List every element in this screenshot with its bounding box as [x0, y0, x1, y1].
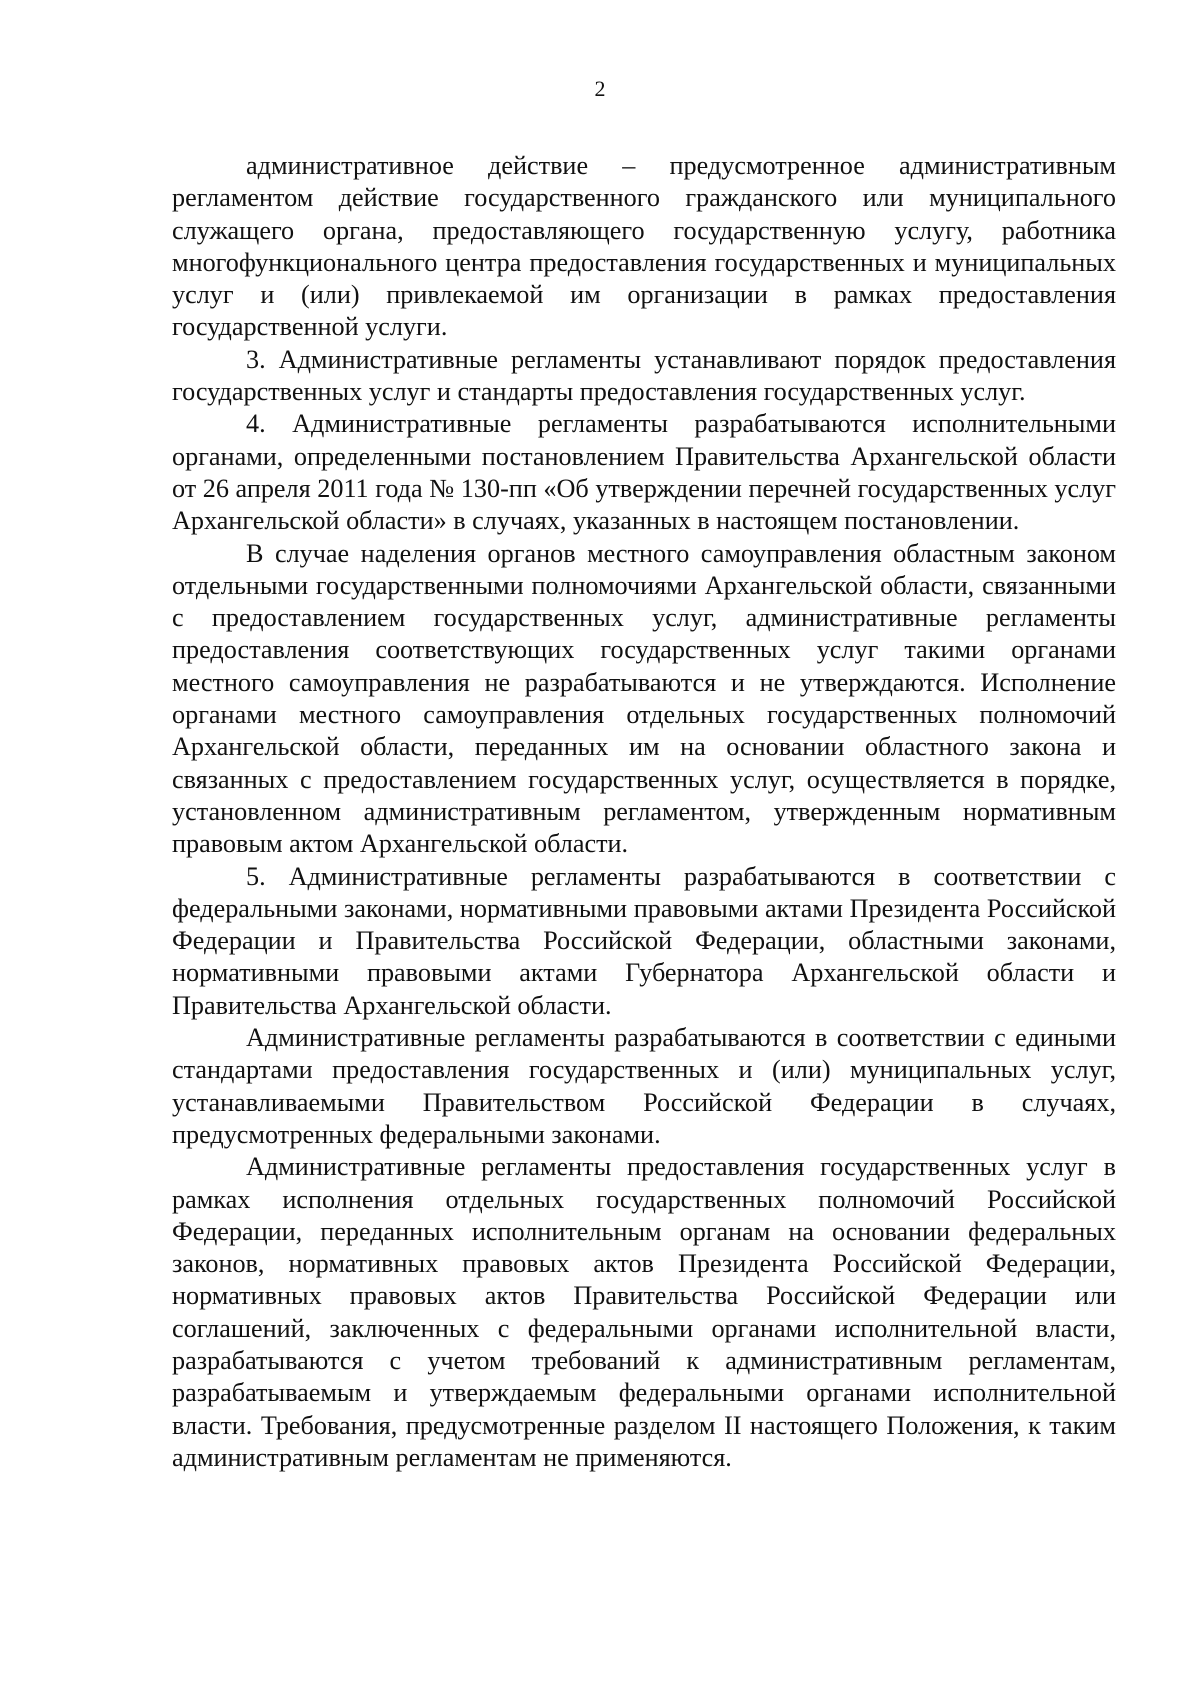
- paragraph-4-local-government: В случае наделения органов местного самоуправления областным законом отдельными государственными полномочиями Архангельской области, связанными с предоставлением государственных услуг, административные регламенты предоставления соответствующих государственных услуг такими органами местного самоуправления не разрабатываются и не утверждаются. Исполнение органами местного самоуправления отдельных государственных полномочий Архангельской области, переданных им на основании областного закона и связанных с предоставлением государственных услуг, осуществляется в порядке, установленном административным регламентом, утвержденным нормативным правовым актом Архангельской области.: [172, 538, 1116, 859]
- paragraph-5-federal-powers: Административные регламенты предоставления государственных услуг в рамках исполнения отдельных государственных полномочий Российской Федерации, переданных исполнительным органам на основании федеральных законов, нормативных правовых актов Президента Российской Федерации, нормативных правовых актов Правительства Российской Федерации или соглашений, заключенных с федеральными органами исполнительной власти, разрабатываются с учетом требований к административным регламентам, разрабатываемым и утверждаемым федеральными органами исполнительной власти. Требования, предусмотренные разделом II настоящего Положения, к таким административным регламентам не применяются.: [172, 1152, 1116, 1472]
- paragraph-administrative-action: административное действие – предусмотренное административным регламентом действие государственного гражданского или муниципального служащего органа, предоставляющего государственную услугу, работника многофункционального центра предоставления государственных и муниципальных услуг и (или) привлекаемой им организации в рамках предоставления государственной услуги.: [172, 151, 1116, 342]
- paragraph-5-unified-standards: Административные регламенты разрабатываются в соответствии с едиными стандартами предоставления государственных и (или) муниципальных услуг, устанавливаемыми Правительством Российской Федерации в случаях, предусмотренных федеральными законами.: [172, 1023, 1116, 1149]
- paragraph-3: 3. Административные регламенты устанавливают порядок предоставления государственных услуг и стандарты предоставления государственных услуг.: [172, 344, 1116, 407]
- page-number: 2: [594, 76, 606, 101]
- paragraph-4: 4. Административные регламенты разрабатываются исполнительными органами, определенными постановлением Правительства Архангельской области от 26 апреля 2011 года № 130-пп «Об утверждении перечней государственных услуг Архангельской области» в случаях, указанных в настоящем постановлении.: [172, 409, 1116, 536]
- paragraph-5: 5. Административные регламенты разрабатываются в соответствии с федеральными законами, нормативными правовыми актами Президента Российской Федерации и Правительства Российской Федерации, областными законами, нормативными правовыми актами Губернатора Архангельской области и Правительства Архангельской области.: [172, 861, 1116, 1020]
- document-body: [172, 150, 1116, 1474]
